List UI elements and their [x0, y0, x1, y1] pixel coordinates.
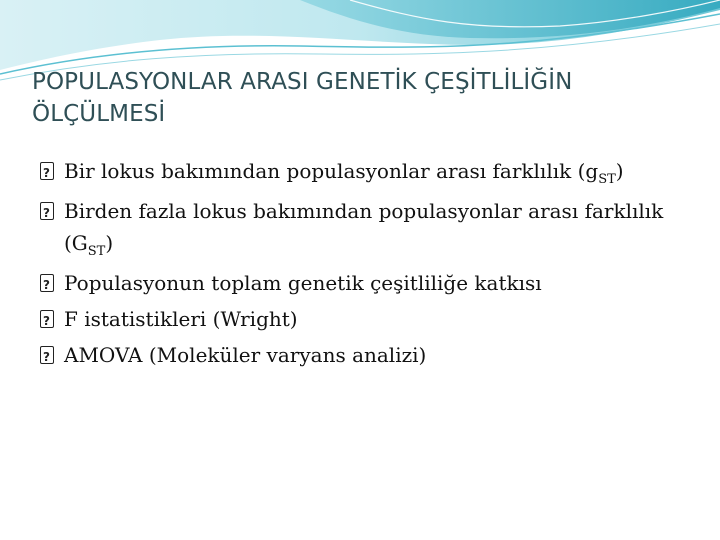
missing-glyph-bullet-icon — [40, 310, 54, 328]
bullet-text: Birden fazla lokus bakımından populasyonlar arası farklılık (G — [64, 199, 664, 255]
list-item — [40, 155, 690, 191]
bullet-text-end: ) — [105, 231, 114, 255]
bullet-list — [40, 155, 690, 375]
bullet-text: Populasyonun toplam genetik çeşitliliğe katkısı — [64, 271, 542, 295]
list-item — [40, 303, 690, 335]
list-item — [40, 267, 690, 299]
list-item — [40, 339, 690, 371]
bullet-text: Bir lokus bakımından populasyonlar arası farklılık (g — [64, 159, 599, 183]
bullet-subscript: ST — [87, 244, 106, 259]
bullet-subscript: ST — [598, 172, 616, 187]
list-item — [40, 195, 690, 263]
bullet-text: F istatistikleri (Wright) — [64, 307, 298, 331]
bullet-text-end: ) — [615, 159, 624, 183]
missing-glyph-bullet-icon — [40, 202, 54, 220]
missing-glyph-bullet-icon — [40, 274, 54, 292]
missing-glyph-bullet-icon — [40, 162, 54, 180]
bullet-text: AMOVA (Moleküler varyans analizi) — [64, 343, 427, 367]
slide-title: POPULASYONLAR ARASI GENETİK ÇEŞİTLİLİĞİN ÖLÇÜLMESİ — [32, 69, 573, 127]
missing-glyph-bullet-icon — [40, 346, 54, 364]
